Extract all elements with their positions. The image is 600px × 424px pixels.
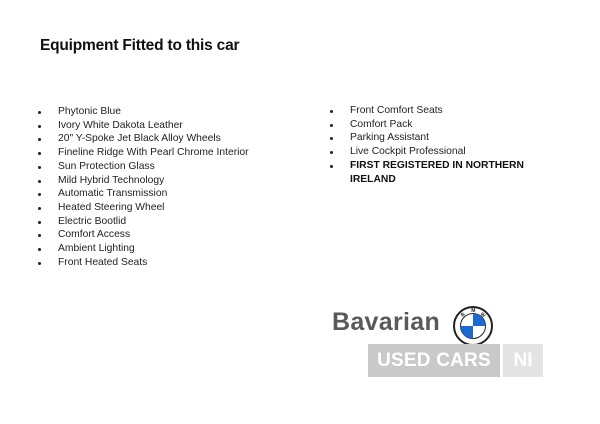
equipment-item: Live Cockpit Professional — [330, 145, 530, 159]
roundel-letter: B — [459, 311, 467, 319]
dealer-logo — [332, 306, 544, 378]
equipment-item: Phytonic Blue — [38, 105, 298, 119]
equipment-item: Comfort Access — [38, 228, 298, 242]
dealer-logo-wordmark: Bavarian — [332, 308, 441, 336]
bmw-logo-icon — [453, 306, 493, 346]
region-badge: NI — [503, 344, 543, 377]
equipment-item: Parking Assistant — [330, 131, 530, 145]
equipment-item: Sun Protection Glass — [38, 160, 298, 174]
equipment-item: Ambient Lighting — [38, 242, 298, 256]
page-title: Equipment Fitted to this car — [40, 37, 240, 54]
equipment-list-right — [330, 104, 530, 186]
equipment-item: Electric Bootlid — [38, 215, 298, 229]
equipment-item: Front Comfort Seats — [330, 104, 530, 118]
equipment-item: 20" Y-Spoke Jet Black Alloy Wheels — [38, 132, 298, 146]
roundel-letter: M — [471, 308, 476, 314]
equipment-item: Ivory White Dakota Leather — [38, 119, 298, 133]
equipment-item: Comfort Pack — [330, 118, 530, 132]
roundel-letter: W — [478, 311, 487, 320]
used-cars-badge: USED CARS — [368, 344, 500, 377]
equipment-item: Automatic Transmission — [38, 187, 298, 201]
equipment-item: Front Heated Seats — [38, 256, 298, 270]
equipment-item: Mild Hybrid Technology — [38, 174, 298, 188]
equipment-list-left — [38, 105, 298, 269]
equipment-item: Fineline Ridge With Pearl Chrome Interior — [38, 146, 298, 160]
equipment-item: Heated Steering Wheel — [38, 201, 298, 215]
equipment-item: FIRST REGISTERED IN NORTHERN IRELAND — [330, 159, 530, 186]
